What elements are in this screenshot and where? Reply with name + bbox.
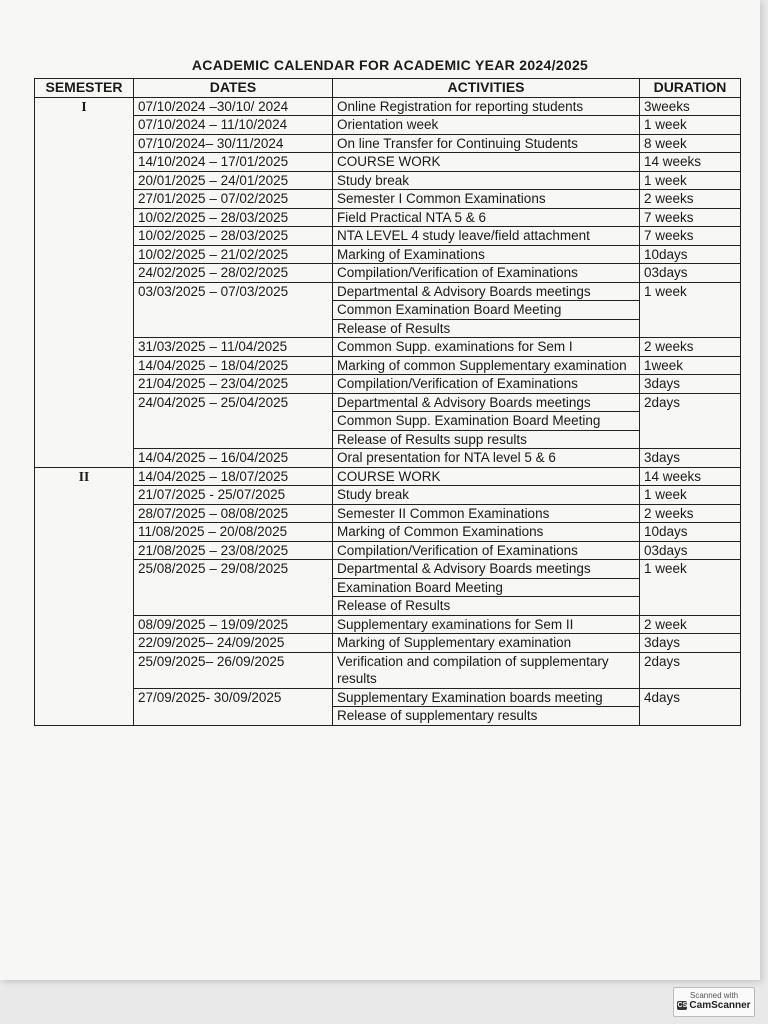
activity-item: Compilation/Verification of Examinations [337,376,578,391]
table-row [35,134,741,153]
dates-cell: 14/04/2025 – 16/04/2025 [134,449,333,468]
camscanner-watermark [673,987,755,1017]
activities-cell [333,338,640,357]
duration-cell: 10days [640,523,741,542]
activities-cell [333,282,640,338]
activity-item: Semester II Common Examinations [337,505,550,521]
dates-cell: 27/01/2025 – 07/02/2025 [134,190,333,209]
semester-label: II [35,467,134,725]
duration-cell: 03days [640,541,741,560]
dates-cell: 20/01/2025 – 24/01/2025 [134,171,333,190]
dates-cell: 11/08/2025 – 20/08/2025 [134,523,333,542]
table-row [35,245,741,264]
activities-cell [333,134,640,153]
duration-cell: 7 weeks [640,208,741,227]
activities-cell [333,208,640,227]
activity-item: Departmental & Advisory Boards meetings [337,394,591,410]
activity-item: Departmental & Advisory Boards meetings [337,561,591,576]
activity-item: Supplementary examinations for Sem II [337,616,574,632]
activity-item: Compilation/Verification of Examinations [337,265,578,280]
dates-cell: 21/04/2025 – 23/04/2025 [134,375,333,394]
table-row [35,541,741,560]
activities-cell [333,116,640,135]
activity-item: Online Registration for reporting students [337,98,584,114]
activities-cell [333,97,640,116]
dates-cell: 27/09/2025- 30/09/2025 [134,688,333,725]
duration-cell: 2 week [640,615,741,634]
watermark-line1: Scanned with [689,991,739,1000]
duration-cell: 1 week [640,116,741,135]
duration-cell: 2 weeks [640,190,741,209]
dates-cell: 10/02/2025 – 28/03/2025 [134,208,333,227]
header-semester: SEMESTER [35,79,134,98]
table-row [35,264,741,283]
activity-item: Study break [337,172,410,188]
activities-cell [333,375,640,394]
duration-cell: 3days [640,449,741,468]
duration-cell: 2days [640,393,741,449]
table-row [35,153,741,172]
duration-cell: 2 weeks [640,338,741,357]
duration-cell: 1 week [640,486,741,505]
header-duration: DURATION [640,79,741,98]
activity-item: Marking of common Supplementary examination [337,357,627,373]
activity-item: Release of Results [333,319,639,338]
table-row [35,615,741,634]
activities-cell [333,190,640,209]
activity-item: Release of supplementary results [333,706,639,725]
activities-cell [333,486,640,505]
activity-item: Examination Board Meeting [333,578,639,597]
activity-item: On line Transfer for Continuing Students [337,135,578,151]
activity-item: Compilation/Verification of Examinations [337,542,578,558]
dates-cell: 28/07/2025 – 08/08/2025 [134,504,333,523]
calendar-body [35,97,741,725]
table-row [35,393,741,449]
activities-cell [333,153,640,172]
table-row [35,171,741,190]
table-row [35,467,741,486]
table-row [35,375,741,394]
activity-item: Supplementary Examination boards meeting [337,689,603,705]
table-row [35,116,741,135]
activities-cell [333,560,640,616]
dates-cell: 21/08/2025 – 23/08/2025 [134,541,333,560]
activities-cell [333,523,640,542]
activities-cell [333,634,640,653]
activity-item: NTA LEVEL 4 study leave/field attachment [337,228,590,243]
duration-cell: 1week [640,356,741,375]
duration-cell: 7 weeks [640,227,741,246]
activities-cell [333,467,640,486]
duration-cell: 4days [640,688,741,725]
dates-cell: 24/04/2025 – 25/04/2025 [134,393,333,449]
page-title: ACADEMIC CALENDAR FOR ACADEMIC YEAR 2024/2025 [191,57,589,73]
duration-cell: 3days [640,375,741,394]
camscanner-icon: CS [677,1001,688,1009]
dates-cell: 14/04/2025 – 18/07/2025 [134,467,333,486]
activities-cell [333,541,640,560]
duration-cell: 1 week [640,171,741,190]
duration-cell: 3weeks [640,97,741,116]
duration-cell: 2days [640,652,741,688]
activity-item: Common Examination Board Meeting [333,300,639,319]
activities-cell [333,245,640,264]
table-row [35,449,741,468]
dates-cell: 10/02/2025 – 21/02/2025 [134,245,333,264]
table-row [35,338,741,357]
table-row [35,560,741,616]
dates-cell: 10/02/2025 – 28/03/2025 [134,227,333,246]
dates-cell: 14/10/2024 – 17/01/2025 [134,153,333,172]
activity-item: Release of Results supp results [333,430,639,449]
header-dates: DATES [134,79,333,98]
activities-cell [333,504,640,523]
activity-item: Common Supp. Examination Board Meeting [333,411,639,430]
activities-cell [333,688,640,725]
dates-cell: 31/03/2025 – 11/04/2025 [134,338,333,357]
activity-item: COURSE WORK [337,468,441,484]
dates-cell: 07/10/2024– 30/11/2024 [134,134,333,153]
table-header-row [35,79,741,98]
activities-cell [333,393,640,449]
table-row [35,356,741,375]
duration-cell: 3days [640,634,741,653]
activities-cell [333,356,640,375]
activity-item: Common Supp. examinations for Sem I [337,339,573,354]
activity-item: Marking of Examinations [337,246,485,262]
duration-cell: 03days [640,264,741,283]
table-row [35,634,741,653]
academic-calendar-table [34,78,741,726]
dates-cell: 25/09/2025– 26/09/2025 [134,652,333,688]
activity-item: Verification and compilation of supplementary results [337,653,609,686]
activities-cell [333,171,640,190]
dates-cell: 08/09/2025 – 19/09/2025 [134,615,333,634]
table-row [35,523,741,542]
activities-cell [333,264,640,283]
table-row [35,652,741,688]
table-row [35,97,741,116]
dates-cell: 22/09/2025– 24/09/2025 [134,634,333,653]
dates-cell: 14/04/2025 – 18/04/2025 [134,356,333,375]
table-row [35,504,741,523]
table-row [35,208,741,227]
duration-cell: 1 week [640,282,741,338]
table-row [35,190,741,209]
duration-cell: 10days [640,245,741,264]
dates-cell: 03/03/2025 – 07/03/2025 [134,282,333,338]
table-row [35,688,741,725]
activities-cell [333,227,640,246]
activities-cell [333,449,640,468]
activity-item: Study break [337,487,410,502]
activity-item: Departmental & Advisory Boards meetings [337,283,591,299]
activities-cell [333,615,640,634]
activity-item: Semester I Common Examinations [337,191,546,206]
activity-item: Marking of Supplementary examination [337,635,572,650]
dates-cell: 25/08/2025 – 29/08/2025 [134,560,333,616]
dates-cell: 07/10/2024 –30/10/ 2024 [134,97,333,116]
duration-cell: 1 week [640,560,741,616]
activity-item: Release of Results [333,596,639,615]
watermark-line2: CamScanner [689,1000,751,1011]
header-activities: ACTIVITIES [333,79,640,98]
activity-item: COURSE WORK [337,154,441,169]
duration-cell: 14 weeks [640,467,741,486]
semester-label: I [35,97,134,467]
table-row [35,486,741,505]
duration-cell: 8 week [640,134,741,153]
dates-cell: 07/10/2024 – 11/10/2024 [134,116,333,135]
activity-item: Orientation week [337,117,439,132]
activities-cell [333,652,640,688]
activity-item: Marking of Common Examinations [337,524,544,539]
table-row [35,282,741,338]
table-row [35,227,741,246]
dates-cell: 24/02/2025 – 28/02/2025 [134,264,333,283]
activity-item: Field Practical NTA 5 & 6 [337,209,487,225]
duration-cell: 2 weeks [640,504,741,523]
dates-cell: 21/07/2025 - 25/07/2025 [134,486,333,505]
activity-item: Oral presentation for NTA level 5 & 6 [337,450,556,465]
duration-cell: 14 weeks [640,153,741,172]
